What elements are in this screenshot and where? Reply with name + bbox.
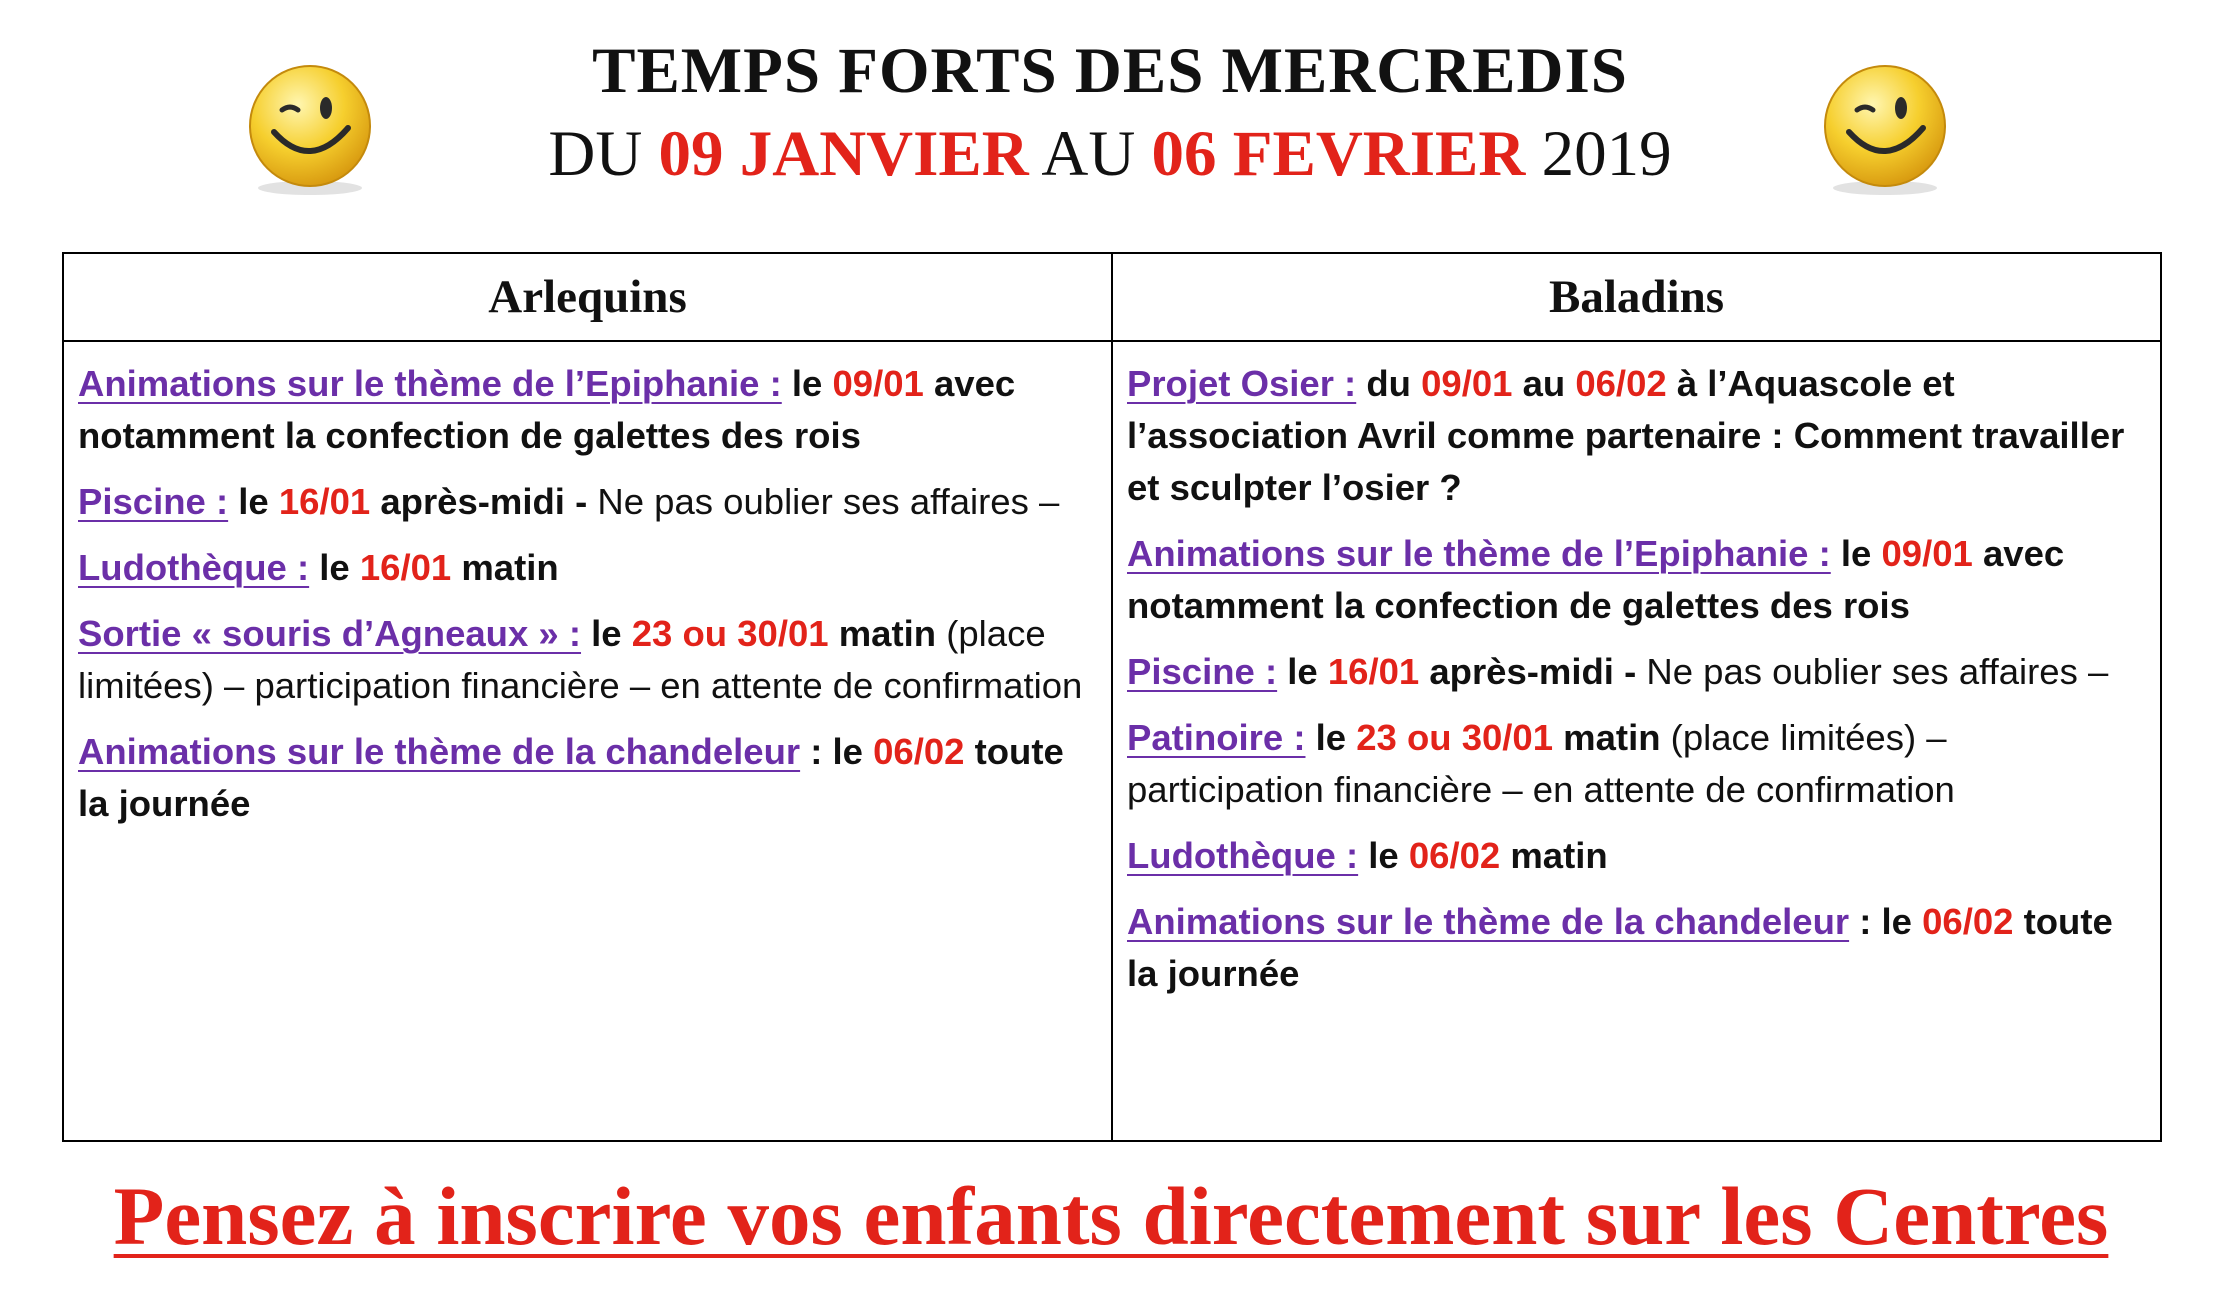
table-header-row [63,253,2161,341]
entry-date: 23 ou 30/01 [1356,717,1554,758]
title-au: AU [1041,118,1136,190]
entry-date: 09/01 [832,363,924,404]
entry-date: 06/02 [1922,901,2014,942]
entry-date: 06/02 [873,731,965,772]
winking-smiley-icon [240,60,380,200]
column-heading-baladins: Baladins [1112,253,2161,341]
entry-date: 06/02 [1408,835,1501,876]
page-title [420,30,1800,196]
entry-date: 06/02 [1575,363,1667,404]
entry-date: 23 ou 30/01 [631,613,829,654]
entry-date: 09/01 [1421,363,1513,404]
entry-label: Ludothèque : [1127,835,1359,876]
list-item: Piscine : le 16/01 après-midi - Ne pas oublier ses affaires – [1127,651,2109,692]
title-start-date: 09 JANVIER [658,118,1029,190]
list-item: Piscine : le 16/01 après-midi - Ne pas oublier ses affaires – [78,481,1060,522]
table-body-row [63,341,2161,1141]
entry-label: Piscine : [78,481,229,522]
entry-label: Piscine : [1127,651,1278,692]
entry-date: 16/01 [359,547,452,588]
entry-date: 16/01 [1327,651,1420,692]
schedule-table [62,252,2162,1142]
list-item: Ludothèque : le 06/02 matin [1127,835,1608,876]
list-item: Animations sur le thème de l’Epiphanie : le 09/01 avec notamment la confection de galettes des rois [1127,533,2065,626]
column-baladins [1112,341,2161,1141]
title-dates [420,112,1800,196]
list-item: Patinoire : le 23 ou 30/01 matin (place limitées) – participation financière – en attente de confirmation [1127,717,1955,810]
footer-notice: Pensez à inscrire vos enfants directement sur les Centres [113,1170,2109,1262]
list-item: Sortie « souris d’Agneaux » : le 23 ou 30/01 matin (place limitées) – participation financière – en attente de confirmation [78,613,1083,706]
column-heading-arlequins: Arlequins [63,253,1112,341]
column-arlequins [63,341,1112,1141]
title-main: TEMPS FORTS DES MERCREDIS [592,35,1628,107]
entry-date: 09/01 [1881,533,1973,574]
list-item: Projet Osier : du 09/01 au 06/02 à l’Aquascole et l’association Avril comme partenaire : Comment travailler et sculpter l’osier ? [1127,363,2125,508]
list-item: Animations sur le thème de l’Epiphanie : le 09/01 avec notamment la confection de galettes des rois [78,363,1016,456]
entry-label: Ludothèque : [78,547,310,588]
entry-label: Animations sur le thème de la chandeleur [1127,901,1850,942]
entry-label: Projet Osier : [1127,363,1357,404]
entry-label: Patinoire : [1127,717,1306,758]
title-du: DU [548,118,643,190]
entry-date: 16/01 [278,481,371,522]
list-item: Animations sur le thème de la chandeleur : le 06/02 toute la journée [1127,901,2113,994]
entry-label: Animations sur le thème de l’Epiphanie : [78,363,782,404]
title-year: 2019 [1541,118,1672,190]
entry-label: Animations sur le thème de la chandeleur [78,731,801,772]
title-end-date: 06 FEVRIER [1151,118,1526,190]
list-item: Animations sur le thème de la chandeleur : le 06/02 toute la journée [78,731,1064,824]
entry-label: Animations sur le thème de l’Epiphanie : [1127,533,1831,574]
winking-smiley-icon [1815,60,1955,200]
list-item: Ludothèque : le 16/01 matin [78,547,559,588]
entry-label: Sortie « souris d’Agneaux » : [78,613,582,654]
